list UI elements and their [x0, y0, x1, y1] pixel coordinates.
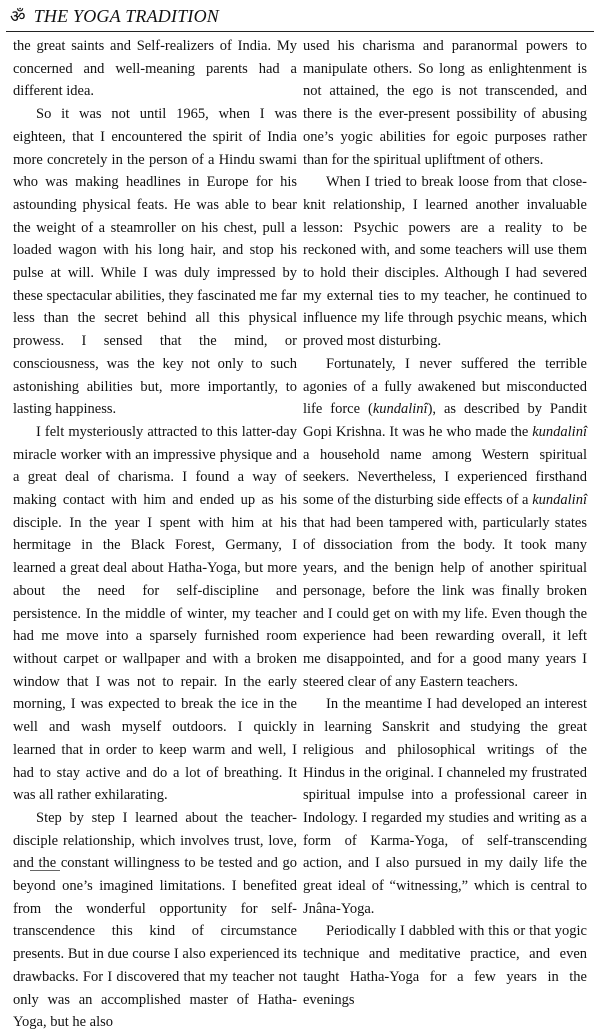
text-run: that had been tampered with, particularly states of dissociation from the body. It took many years, and the benign help of another spiritual personage, before the link was finally broken and I could get on with my life. Even though the experience had been rewarding overall, it left me disappointed, and for a good many years I steered clear of any Eastern teachers.: [303, 514, 587, 690]
text-run: Fortunately, I never suffered the terrible agonies of a fully awakened but misconducted life force (: [303, 355, 587, 418]
bottom-rule: [30, 870, 60, 871]
paragraph: So it was not until 1965, when I was eighteen, that I encountered the spirit of India more concretely in the person of a Hindu swami who was making headlines in Europe for his astounding physical feats. He was able to bear the weight of a steamroller on his chest, pull a loaded wagon with his long hair, and stop his pulse at will. While I was duly impressed by these spectacular abilities, they fascinated me far less than the secret behind all this physical prowess. I sensed that the mind, or consciousness, was the key not only to such astonishing abilities but, more importantly, to lasting happiness.: [13, 106, 297, 418]
italic-term: kundalinî: [532, 423, 587, 440]
text-run: a household name among Western spiritual seekers. Nevertheless, I experienced firsthand some of the disturbing side effects of a: [303, 446, 587, 509]
left-column: [13, 35, 297, 1034]
paragraph-kundalini: [303, 353, 587, 694]
italic-term: kundalinî: [372, 401, 428, 418]
book-title: THE YOGA TRADITION: [33, 6, 220, 26]
paragraph: Periodically I dabbled with this or that yogic technique and meditative practice, and even taught Hatha-Yoga for a few years in the evenings: [303, 923, 587, 1008]
right-column: [303, 35, 587, 1011]
paragraph: used his charisma and paranormal powers to manipulate others. So long as enlightenment is not attained, the ego is not transcended, and there is the ever-present possibility of abusing one’s yogic abilities for egoic purposes rather than for the spiritual upliftment of others.: [303, 38, 587, 168]
paragraph: I felt mysteriously attracted to this latter-day miracle worker with an impressive physique and a great deal of charisma. I found a way of making contact with him and ended up as his disciple. In the year I spent with him at his hermitage in the Black Forest, Germany, I learned a great deal about Hatha-Yoga, but more about the need for self-discipline and persistence. In the middle of winter, my teacher had me move into a sparsely furnished room without carpet or wallpaper and with a broken window that I was not to repair. In the early morning, I was expected to break the ice in the well and wash myself outdoors. I quickly learned that in order to keep warm and well, I had to stay active and do a lot of breathing. It was all rather exhilarating.: [13, 423, 297, 804]
italic-term: kundalinî: [532, 492, 587, 509]
running-head: [10, 4, 219, 28]
paragraph: In the meantime I had developed an interest in learning Sanskrit and studying the great religious and philosophical writings of the Hindus in the original. I channeled my frustrated spiritual impulse into a professional career in Indology. I regarded my studies and writing as a form of Karma-Yoga, of self-transcending action, and I also pursued in my daily life the great ideal of “witnessing,” which is central to Jnâna-Yoga.: [303, 696, 587, 917]
header-rule: [6, 31, 594, 32]
text-run: ), as described by Pandit Gopi Krishna. It was he who made the: [303, 401, 587, 440]
paragraph: the great saints and Self-realizers of India. My concerned and well-meaning parents had a different idea.: [13, 38, 297, 100]
om-icon: ॐ: [10, 7, 26, 26]
paragraph: Step by step I learned about the teacher-disciple relationship, which involves trust, love, and the constant willingness to be tested and go beyond one’s imagined limitations. I benefited from the wonderful opportunity for self-transcendence this kind of circumstance presents. But in due course I also experienced its drawbacks. For I discovered that my teacher not only was an accomplished master of Hatha-Yoga, but he also: [13, 809, 297, 1031]
paragraph: When I tried to break loose from that close-knit relationship, I learned another invaluable lesson: Psychic powers are a reality to be reckoned with, and some teachers will use them to hold their disciples. Although I had severed my external ties to my teacher, he continued to influence my life through psychic means, which proved most disturbing.: [303, 174, 587, 350]
